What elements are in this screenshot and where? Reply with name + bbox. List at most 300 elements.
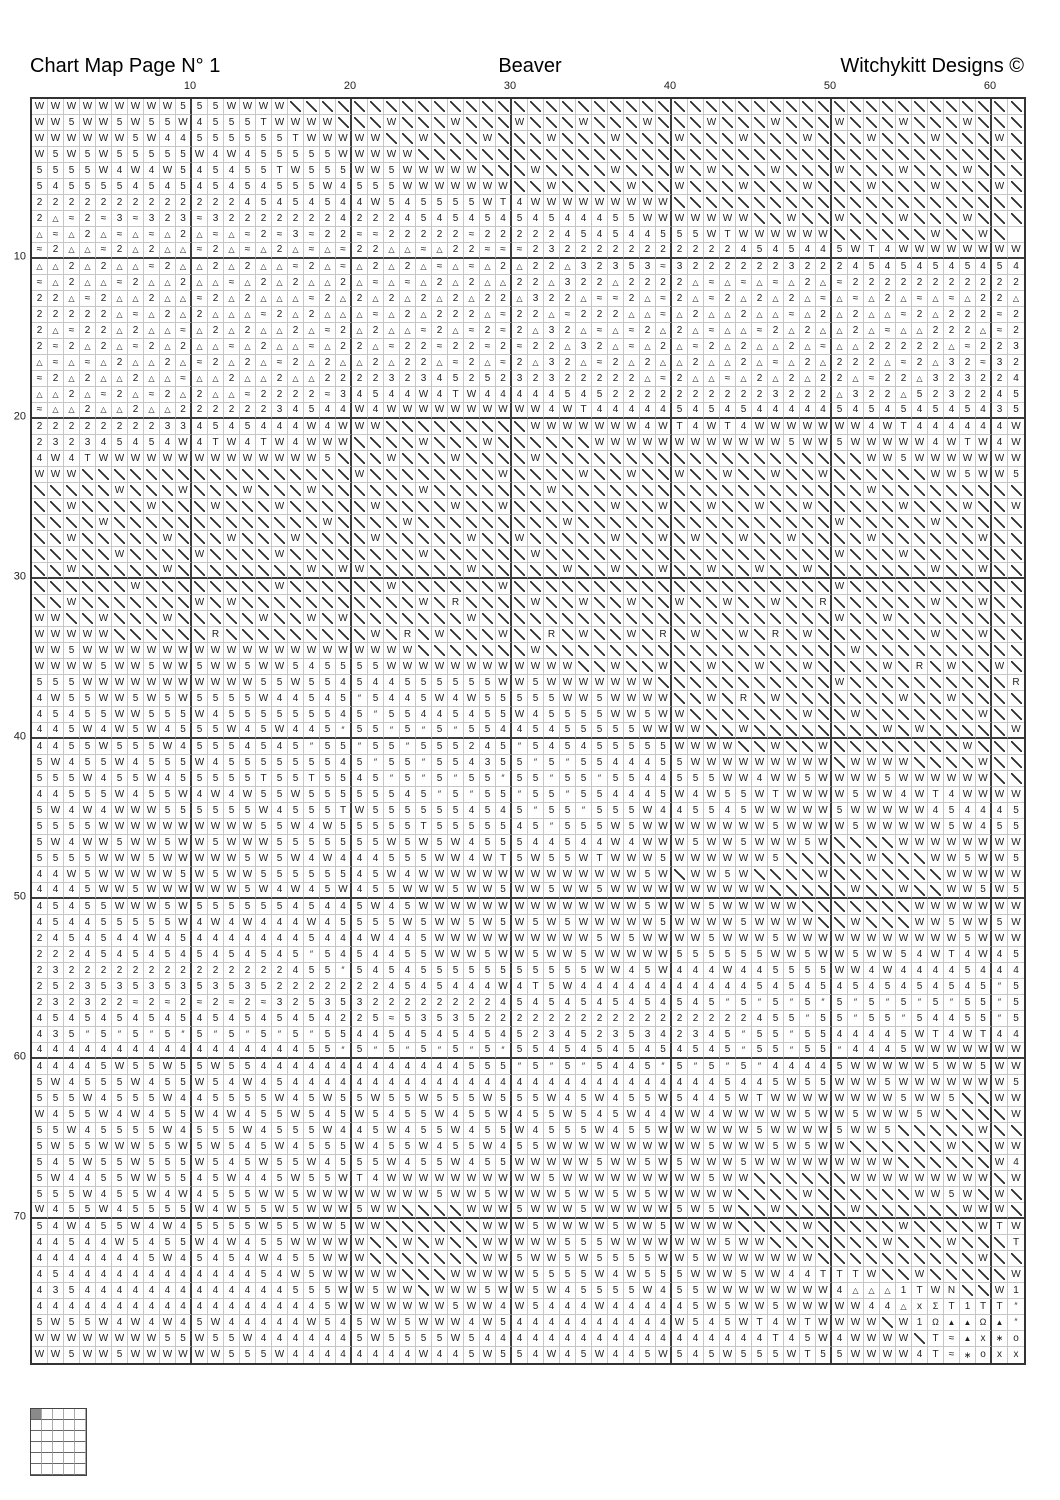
grid-cell: W (160, 1347, 176, 1363)
grid-cell: W (640, 691, 656, 707)
grid-cell: W (672, 435, 688, 451)
grid-cell: W (976, 867, 992, 883)
grid-cell (640, 483, 656, 499)
grid-cell: T (304, 771, 320, 787)
grid-cell: ≈ (464, 323, 480, 339)
grid-cell: 5 (976, 1011, 992, 1027)
grid-cell: △ (624, 307, 640, 323)
grid-cell: W (832, 211, 848, 227)
grid-cell: W (432, 163, 448, 179)
grid-cell: T (352, 1171, 368, 1187)
grid-cell: 5 (832, 243, 848, 259)
grid-cell: W (960, 163, 976, 179)
grid-cell: 5 (352, 947, 368, 963)
grid-cell (880, 99, 896, 115)
grid-cell: 4 (432, 707, 448, 723)
grid-cell: W (816, 1123, 832, 1139)
grid-cell: W (480, 131, 496, 147)
grid-cell: 4 (32, 1043, 48, 1059)
grid-cell: 5 (368, 739, 384, 755)
grid-cell: 4 (272, 1315, 288, 1331)
grid-cell: W (560, 403, 576, 419)
grid-cell: W (752, 819, 768, 835)
grid-cell: W (512, 707, 528, 723)
grid-cell (352, 515, 368, 531)
grid-cell: 4 (32, 899, 48, 915)
grid-cell: T (992, 1219, 1008, 1235)
grid-cell: W (336, 435, 352, 451)
grid-cell (368, 1251, 384, 1267)
grid-cell: W (752, 787, 768, 803)
grid-cell: 4 (608, 1315, 624, 1331)
grid-cell: 3 (272, 403, 288, 419)
grid-cell: 4 (448, 979, 464, 995)
grid-cell (928, 1251, 944, 1267)
grid-cell: W (304, 563, 320, 579)
grid-cell (128, 483, 144, 499)
grid-cell: W (848, 1075, 864, 1091)
grid-cell: T (272, 163, 288, 179)
grid-cell: 2 (224, 195, 240, 211)
grid-cell: 5 (672, 995, 688, 1011)
grid-cell: 2 (128, 403, 144, 419)
grid-cell: 2 (960, 275, 976, 291)
grid-cell: W (576, 1171, 592, 1187)
grid-cell: ≈ (176, 323, 192, 339)
grid-cell: 2 (208, 291, 224, 307)
grid-cell: W (736, 1139, 752, 1155)
grid-cell: 5 (160, 147, 176, 163)
grid-cell (928, 483, 944, 499)
grid-cell (928, 1123, 944, 1139)
grid-cell: W (592, 1123, 608, 1139)
grid-cell (1008, 515, 1024, 531)
grid-cell: W (32, 1107, 48, 1123)
grid-cell: ≈ (336, 259, 352, 275)
grid-cell (672, 675, 688, 691)
grid-cell: 5 (416, 1331, 432, 1347)
grid-cell: W (608, 563, 624, 579)
grid-cell: W (784, 211, 800, 227)
grid-cell: 5 (272, 819, 288, 835)
grid-cell: 5 (208, 691, 224, 707)
grid-cell (576, 147, 592, 163)
grid-cell (832, 179, 848, 195)
grid-cell: 5 (576, 723, 592, 739)
grid-cell: 4 (240, 739, 256, 755)
grid-cell: ≈ (128, 307, 144, 323)
grid-cell: 4 (944, 1027, 960, 1043)
grid-cell: W (48, 659, 64, 675)
grid-cell: ″ (368, 755, 384, 771)
grid-cell: 5 (144, 851, 160, 867)
grid-cell: 4 (64, 835, 80, 851)
grid-cell: W (496, 627, 512, 643)
grid-cell: 5 (608, 1219, 624, 1235)
grid-cell: △ (656, 355, 672, 371)
grid-cell: 4 (208, 1299, 224, 1315)
grid-cell: 4 (288, 1347, 304, 1363)
grid-cell: 3 (576, 339, 592, 355)
grid-cell (416, 1235, 432, 1251)
grid-cell: 5 (480, 707, 496, 723)
grid-cell: ≈ (656, 291, 672, 307)
grid-cell: 4 (336, 947, 352, 963)
grid-cell: W (912, 1267, 928, 1283)
grid-cell: 3 (80, 435, 96, 451)
grid-cell: △ (192, 323, 208, 339)
grid-cell: W (800, 1155, 816, 1171)
grid-cell: 5 (256, 163, 272, 179)
grid-cell: W (192, 675, 208, 691)
grid-cell: 5 (224, 1251, 240, 1267)
grid-cell: W (976, 707, 992, 723)
grid-cell: ≈ (128, 995, 144, 1011)
grid-cell: 5 (384, 163, 400, 179)
grid-cell (816, 915, 832, 931)
grid-cell (80, 483, 96, 499)
grid-cell: 5 (272, 899, 288, 915)
grid-cell: W (144, 867, 160, 883)
grid-cell: W (112, 707, 128, 723)
grid-cell (720, 659, 736, 675)
grid-cell (832, 467, 848, 483)
grid-cell (784, 867, 800, 883)
grid-cell: 2 (640, 323, 656, 339)
grid-cell (496, 595, 512, 611)
grid-cell: 2 (928, 275, 944, 291)
grid-cell: 5 (672, 1267, 688, 1283)
grid-cell: 2 (96, 963, 112, 979)
grid-cell: ≈ (832, 275, 848, 291)
grid-cell: 5 (816, 1075, 832, 1091)
grid-cell: 5 (448, 739, 464, 755)
grid-cell: ″ (800, 1011, 816, 1027)
grid-cell: 4 (48, 1203, 64, 1219)
grid-cell (368, 595, 384, 611)
grid-cell: 5 (304, 755, 320, 771)
grid-cell: W (352, 419, 368, 435)
grid-cell (864, 579, 880, 595)
grid-cell: △ (224, 307, 240, 323)
grid-cell: 2 (752, 259, 768, 275)
grid-cell: 5 (560, 1043, 576, 1059)
grid-cell: 4 (688, 979, 704, 995)
grid-cell: 5 (384, 963, 400, 979)
grid-cell: △ (528, 355, 544, 371)
grid-cell: 2 (416, 995, 432, 1011)
grid-cell: 4 (112, 1043, 128, 1059)
grid-cell: 5 (416, 963, 432, 979)
grid-cell (608, 611, 624, 627)
grid-cell: 2 (128, 963, 144, 979)
grid-cell: 5 (368, 803, 384, 819)
grid-cell: W (80, 643, 96, 659)
grid-cell: 5 (896, 1091, 912, 1107)
grid-cell: W (944, 867, 960, 883)
grid-cell (912, 1155, 928, 1171)
grid-cell: 5 (640, 1251, 656, 1267)
grid-cell: ≈ (48, 355, 64, 371)
grid-cell (752, 1187, 768, 1203)
grid-cell: 2 (448, 307, 464, 323)
grid-cell: 2 (544, 227, 560, 243)
grid-cell: 5 (528, 739, 544, 755)
grid-cell: 4 (864, 963, 880, 979)
grid-cell (976, 1107, 992, 1123)
grid-cell (400, 499, 416, 515)
grid-cell: 4 (512, 723, 528, 739)
grid-cell: W (816, 1331, 832, 1347)
grid-cell: 5 (256, 979, 272, 995)
grid-cell: △ (176, 387, 192, 403)
grid-cell: 5 (240, 1091, 256, 1107)
grid-cell: 4 (528, 995, 544, 1011)
grid-cell (912, 547, 928, 563)
grid-cell (560, 579, 576, 595)
grid-cell: 4 (400, 1155, 416, 1171)
grid-cell (912, 691, 928, 707)
grid-cell: W (848, 931, 864, 947)
grid-cell: 4 (144, 1075, 160, 1091)
grid-cell (272, 563, 288, 579)
grid-cell: 4 (208, 755, 224, 771)
grid-cell: △ (784, 355, 800, 371)
grid-cell: 4 (96, 771, 112, 787)
grid-cell: 4 (704, 979, 720, 995)
grid-cell: 4 (368, 403, 384, 419)
grid-cell (960, 515, 976, 531)
grid-cell (912, 1123, 928, 1139)
grid-cell: 2 (480, 995, 496, 1011)
grid-cell: W (672, 931, 688, 947)
grid-cell: W (544, 419, 560, 435)
grid-cell: W (256, 611, 272, 627)
grid-cell: W (688, 1171, 704, 1187)
grid-cell (912, 643, 928, 659)
grid-cell: W (928, 451, 944, 467)
grid-cell: W (624, 467, 640, 483)
grid-cell (912, 627, 928, 643)
grid-cell: △ (1008, 291, 1024, 307)
grid-cell: 2 (912, 339, 928, 355)
grid-cell: 5 (736, 803, 752, 819)
grid-cell: W (880, 451, 896, 467)
grid-cell: 4 (304, 1299, 320, 1315)
grid-cell: 2 (752, 387, 768, 403)
grid-cell: 2 (64, 307, 80, 323)
grid-cell: 4 (80, 1299, 96, 1315)
grid-cell: 5 (32, 1171, 48, 1187)
grid-cell (64, 515, 80, 531)
grid-cell (256, 483, 272, 499)
grid-cell (880, 131, 896, 147)
grid-cell: W (272, 115, 288, 131)
grid-cell: 4 (960, 979, 976, 995)
grid-cell: W (432, 1171, 448, 1187)
grid-cell: 5 (192, 899, 208, 915)
grid-cell: W (256, 803, 272, 819)
grid-cell (656, 115, 672, 131)
grid-cell (112, 611, 128, 627)
grid-cell: 5 (256, 195, 272, 211)
grid-cell: W (640, 1219, 656, 1235)
grid-cell: 5 (416, 803, 432, 819)
grid-cell: W (432, 931, 448, 947)
grid-cell (960, 1219, 976, 1235)
grid-cell (384, 515, 400, 531)
grid-cell: W (640, 723, 656, 739)
grid-cell: W (160, 451, 176, 467)
grid-cell: W (160, 1123, 176, 1139)
grid-cell: ≈ (592, 323, 608, 339)
grid-cell (784, 851, 800, 867)
grid-cell: 4 (704, 1091, 720, 1107)
grid-cell: T (976, 1027, 992, 1043)
grid-cell (528, 99, 544, 115)
grid-cell: 4 (928, 435, 944, 451)
grid-cell (640, 547, 656, 563)
grid-cell: △ (752, 307, 768, 323)
grid-cell (976, 1283, 992, 1299)
grid-cell: W (832, 515, 848, 531)
grid-cell (240, 595, 256, 611)
grid-cell: 5 (704, 803, 720, 819)
grid-cell: 4 (400, 691, 416, 707)
grid-cell: W (688, 819, 704, 835)
grid-cell: W (608, 867, 624, 883)
grid-cell: ″ (784, 1027, 800, 1043)
grid-cell: W (320, 435, 336, 451)
grid-cell: 4 (240, 1283, 256, 1299)
grid-cell: W (64, 595, 80, 611)
grid-cell: W (320, 643, 336, 659)
grid-cell: 4 (48, 1235, 64, 1251)
grid-cell: 4 (272, 931, 288, 947)
grid-cell: ≈ (224, 995, 240, 1011)
grid-cell: 4 (256, 915, 272, 931)
grid-cell: 4 (768, 403, 784, 419)
grid-cell (864, 195, 880, 211)
grid-cell: ≈ (656, 371, 672, 387)
grid-cell: 4 (656, 403, 672, 419)
grid-cell: W (112, 787, 128, 803)
grid-cell: W (464, 899, 480, 915)
grid-cell: 2 (400, 227, 416, 243)
grid-cell (96, 483, 112, 499)
grid-cell: 5 (640, 1187, 656, 1203)
grid-cell: ≈ (224, 339, 240, 355)
grid-cell (480, 563, 496, 579)
grid-cell (272, 515, 288, 531)
grid-cell: 4 (96, 1283, 112, 1299)
grid-cell: 5 (208, 99, 224, 115)
grid-cell (944, 675, 960, 691)
grid-cell: 2 (336, 979, 352, 995)
grid-cell: 5 (224, 1027, 240, 1043)
grid-cell: 4 (288, 1059, 304, 1075)
grid-cell: W (752, 883, 768, 899)
grid-cell (144, 611, 160, 627)
grid-cell: 2 (656, 387, 672, 403)
grid-cell (640, 595, 656, 611)
grid-cell: 5 (1008, 387, 1024, 403)
grid-cell: 4 (32, 1267, 48, 1283)
grid-cell: 4 (400, 1075, 416, 1091)
grid-cell: 2 (608, 243, 624, 259)
grid-cell: 4 (832, 979, 848, 995)
grid-cell: 5 (400, 979, 416, 995)
grid-cell: 5 (336, 691, 352, 707)
grid-cell (256, 595, 272, 611)
grid-cell: 4 (496, 723, 512, 739)
grid-cell (816, 483, 832, 499)
grid-cell (432, 131, 448, 147)
grid-cell: W (80, 1091, 96, 1107)
grid-cell: W (624, 435, 640, 451)
grid-cell: 2 (400, 995, 416, 1011)
grid-cell: 2 (720, 259, 736, 275)
grid-cell: 2 (368, 355, 384, 371)
grid-cell: 5 (48, 1091, 64, 1107)
grid-cell: 4 (416, 979, 432, 995)
grid-cell: W (912, 1091, 928, 1107)
grid-cell (560, 115, 576, 131)
grid-cell: W (688, 931, 704, 947)
grid-cell: 4 (368, 1139, 384, 1155)
grid-cell: W (768, 915, 784, 931)
grid-cell: W (864, 1267, 880, 1283)
grid-cell: o (976, 1347, 992, 1363)
grid-cell (800, 883, 816, 899)
grid-cell (864, 115, 880, 131)
grid-cell: W (400, 659, 416, 675)
grid-cell: ″ (560, 787, 576, 803)
grid-cell: W (336, 1299, 352, 1315)
grid-cell: 4 (976, 819, 992, 835)
grid-cell (896, 899, 912, 915)
grid-cell: 4 (352, 851, 368, 867)
grid-cell: W (640, 835, 656, 851)
grid-cell: 4 (48, 1155, 64, 1171)
grid-cell: 5 (656, 1043, 672, 1059)
grid-cell: W (592, 1171, 608, 1187)
grid-cell (800, 115, 816, 131)
grid-cell (848, 1139, 864, 1155)
grid-cell: 2 (32, 995, 48, 1011)
grid-cell: W (944, 899, 960, 915)
grid-cell (544, 611, 560, 627)
grid-cell: 5 (512, 691, 528, 707)
grid-cell (160, 499, 176, 515)
grid-cell: W (688, 723, 704, 739)
grid-cell (176, 611, 192, 627)
grid-cell: △ (256, 243, 272, 259)
grid-cell: W (784, 787, 800, 803)
grid-cell (496, 147, 512, 163)
grid-cell: 2 (208, 403, 224, 419)
grid-cell: W (832, 1315, 848, 1331)
grid-cell (752, 131, 768, 147)
grid-cell (864, 627, 880, 643)
grid-cell: 4 (112, 1267, 128, 1283)
grid-cell: 2 (512, 307, 528, 323)
grid-cell (832, 131, 848, 147)
grid-cell: ″ (448, 723, 464, 739)
grid-cell: W (240, 643, 256, 659)
grid-cell: ≈ (720, 371, 736, 387)
grid-cell (560, 467, 576, 483)
